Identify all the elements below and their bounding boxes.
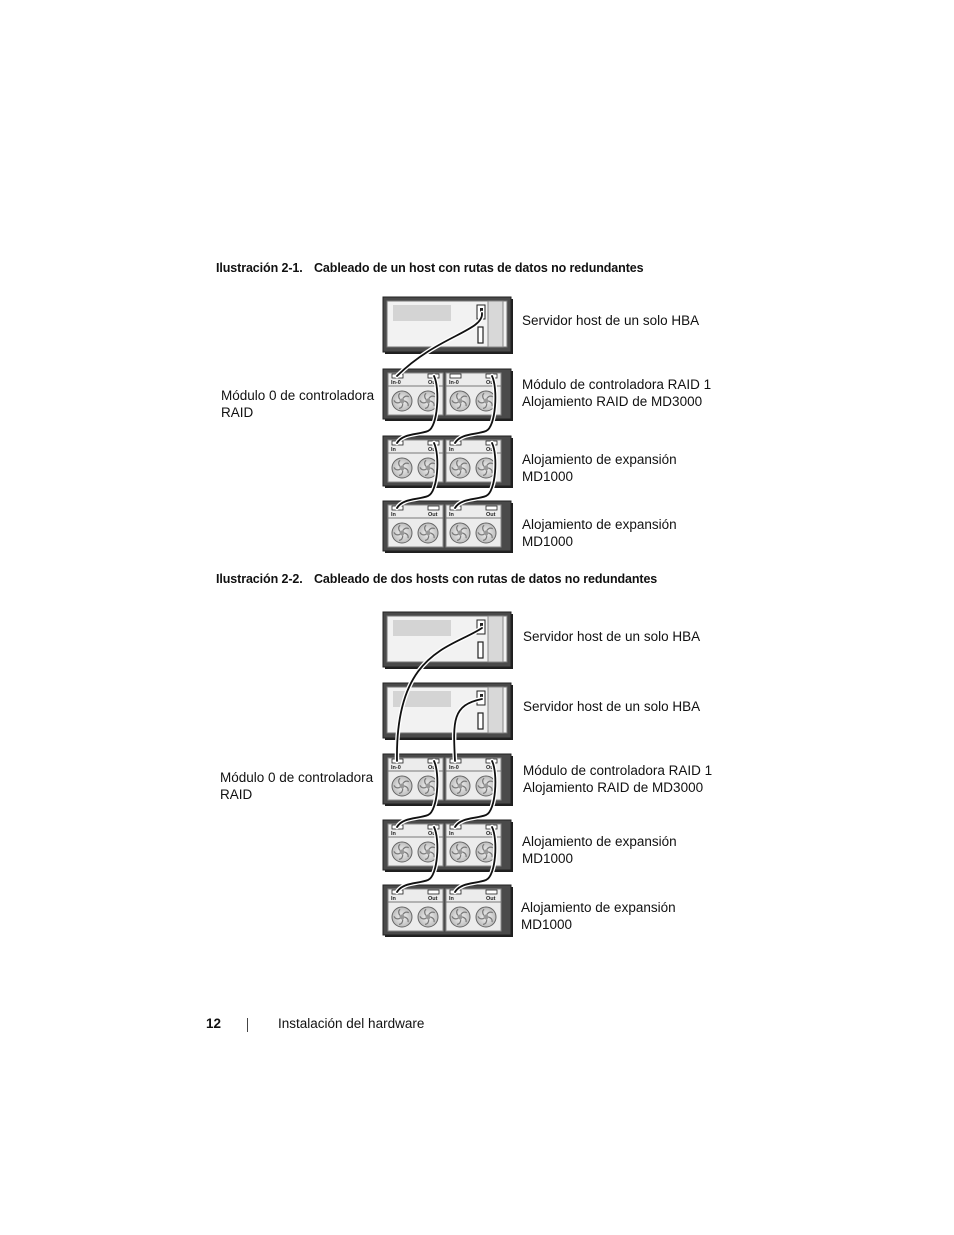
fan-hub [458,399,463,404]
fan-hub [484,784,489,789]
figure-1-title: Cableado de un host con rutas de datos no redundantes [314,261,644,275]
in-port-label: In-0 [449,380,459,386]
fan-hub [458,466,463,471]
out-port-label: Out [428,380,438,386]
fig1-expansion-1-label: Alojamiento de expansión MD1000 [522,452,677,484]
in-port-tab [450,374,461,378]
fig2-raid-module-0-label: Módulo 0 de controladora RAID [220,770,374,802]
fan-hub [458,531,463,536]
out-port-label: Out [428,831,438,837]
in-port-label: In-0 [391,765,401,771]
out-port-tab [428,506,439,510]
fan-right-icon [476,907,496,927]
host-side-slot [488,687,503,733]
out-port-label: Out [428,896,438,902]
out-port-label: Out [428,512,438,518]
in-port-label: In [449,447,454,453]
fan-left-icon [392,458,412,478]
out-port-label: Out [486,512,496,518]
in-port-label: In [391,896,396,902]
host-label-plate [393,305,451,321]
fig2-host-2-label: Servidor host de un solo HBA [523,699,701,714]
host-side-slot [488,616,503,662]
fig2-host-server-1 [383,612,513,669]
fan-left-icon [450,391,470,411]
out-port-label: Out [428,447,438,453]
footer-separator [247,1018,248,1032]
figure-1-number: Ilustración 2-1. [216,261,303,275]
fan-hub [426,915,431,920]
fan-hub [400,531,405,536]
fig2-expansion-enclosure-2 [383,885,513,937]
host-slot-indicator [478,642,483,658]
fan-left-icon [392,391,412,411]
figure-2-diagram [383,612,513,937]
in-port-label: In [391,831,396,837]
fig2-host-1-label: Servidor host de un solo HBA [523,629,701,644]
out-port-tab [428,890,439,894]
fan-left-icon [392,523,412,543]
fan-hub [400,915,405,920]
fan-left-icon [450,776,470,796]
out-port-label: Out [486,831,496,837]
out-port-label: Out [486,380,496,386]
in-port-label: In [449,512,454,518]
fan-left-icon [392,776,412,796]
in-port-label: In [391,447,396,453]
fan-right-icon [418,907,438,927]
figure-2-number: Ilustración 2-2. [216,572,303,586]
fig1-expansion-2-label: Alojamiento de expansión MD1000 [522,517,677,549]
fan-hub [426,784,431,789]
fan-right-icon [476,523,496,543]
fan-hub [484,399,489,404]
fan-left-icon [450,458,470,478]
fan-left-icon [392,842,412,862]
in-port-label: In-0 [391,380,401,386]
out-port-tab [486,890,497,894]
fig1-expansion-enclosure-2 [383,501,513,553]
out-port-tab [486,506,497,510]
figure-1-diagram [383,297,513,553]
fan-hub [458,784,463,789]
fan-left-icon [450,907,470,927]
fig2-expansion-1-label: Alojamiento de expansión MD1000 [522,834,677,866]
host-label-plate [393,620,451,636]
fan-hub [400,850,405,855]
fan-hub [458,915,463,920]
fan-hub [484,915,489,920]
fan-hub [426,466,431,471]
fig1-host-server [383,297,513,354]
in-port-label: In [449,831,454,837]
out-port-label: Out [486,896,496,902]
in-port-label: In [391,512,396,518]
host-side-slot [488,301,503,347]
in-port-label: In-0 [449,765,459,771]
host-slot-indicator [478,327,483,343]
fan-hub [426,850,431,855]
fan-hub [400,784,405,789]
out-port-label: Out [428,765,438,771]
out-port-label: Out [486,765,496,771]
fan-hub [400,399,405,404]
fan-left-icon [450,523,470,543]
fig2-expansion-2-label: Alojamiento de expansión MD1000 [521,900,676,932]
fan-hub [484,850,489,855]
fan-hub [426,399,431,404]
fan-hub [458,850,463,855]
footer-section-title: Instalación del hardware [278,1016,425,1031]
page-number: 12 [206,1016,222,1031]
fan-hub [484,531,489,536]
figure-2-title: Cableado de dos hosts con rutas de datos no redundantes [314,572,658,586]
fig1-host-label: Servidor host de un solo HBA [522,313,700,328]
fan-left-icon [450,842,470,862]
out-port-label: Out [486,447,496,453]
in-port-label: In [449,896,454,902]
fan-right-icon [418,523,438,543]
fig1-raid-enclosure-label: Módulo de controladora RAID 1 Alojamiento RAID de MD3000 [522,377,712,409]
fig2-raid-enclosure-label: Módulo de controladora RAID 1 Alojamiento RAID de MD3000 [523,763,713,795]
host-slot-indicator [478,713,483,729]
fig1-raid-module-0-label: Módulo 0 de controladora RAID [221,388,375,420]
fan-hub [484,466,489,471]
fan-left-icon [392,907,412,927]
fan-hub [426,531,431,536]
fan-hub [400,466,405,471]
